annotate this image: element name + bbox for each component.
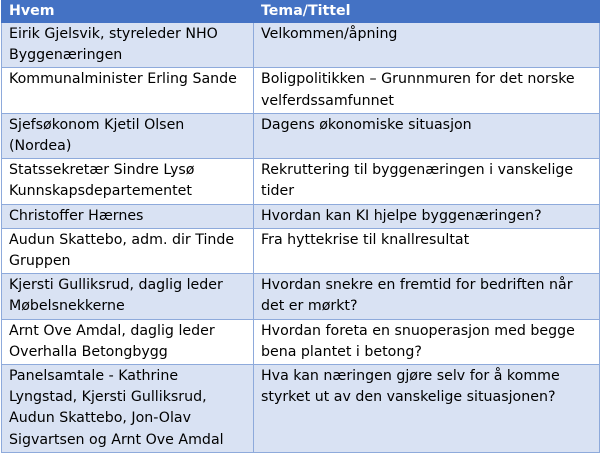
table-row (2, 204, 600, 228)
cell-who: Panelsamtale - Kathrine Lyngstad, Kjersti Gulliksrud, Audun Skattebo, Jon-Olav Sigvartsen og Arnt Ove Amdal (2, 365, 254, 453)
cell-topic: Hvordan foreta en snuoperasjon med begge bena plantet i betong? (254, 319, 600, 364)
cell-topic: Hvordan kan KI hjelpe byggenæringen? (254, 204, 600, 228)
cell-who: Christoffer Hærnes (2, 204, 254, 228)
cell-topic: Rekruttering til byggenæringen i vanskelige tider (254, 159, 600, 204)
cell-who: Audun Skattebo, adm. dir Tinde Gruppen (2, 228, 254, 273)
cell-topic: Hva kan næringen gjøre selv for å komme styrket ut av den vanskelige situasjonen? (254, 365, 600, 453)
header-who: Hvem (2, 1, 254, 23)
header-topic: Tema/Tittel (254, 1, 600, 23)
table-row (2, 319, 600, 364)
cell-topic: Boligpolitikken – Grunnmuren for det norske velferdssamfunnet (254, 68, 600, 113)
cell-topic: Dagens økonomiske situasjon (254, 113, 600, 158)
table-row (2, 274, 600, 319)
cell-who: Kjersti Gulliksrud, daglig leder Møbelsnekkerne (2, 274, 254, 319)
cell-topic: Hvordan snekre en fremtid for bedriften når det er mørkt? (254, 274, 600, 319)
header-row (2, 1, 600, 23)
table-row (2, 113, 600, 158)
table-row (2, 228, 600, 273)
cell-who: Eirik Gjelsvik, styreleder NHO Byggenæringen (2, 23, 254, 68)
cell-who: Sjefsøkonom Kjetil Olsen (Nordea) (2, 113, 254, 158)
cell-who: Statssekretær Sindre Lysø Kunnskapsdepartementet (2, 159, 254, 204)
table-row (2, 23, 600, 68)
cell-who: Kommunalminister Erling Sande (2, 68, 254, 113)
table-row (2, 159, 600, 204)
cell-who: Arnt Ove Amdal, daglig leder Overhalla Betongbygg (2, 319, 254, 364)
table-row (2, 365, 600, 453)
cell-topic: Fra hyttekrise til knallresultat (254, 228, 600, 273)
cell-topic: Velkommen/åpning (254, 23, 600, 68)
table-row (2, 68, 600, 113)
program-table (1, 0, 600, 453)
